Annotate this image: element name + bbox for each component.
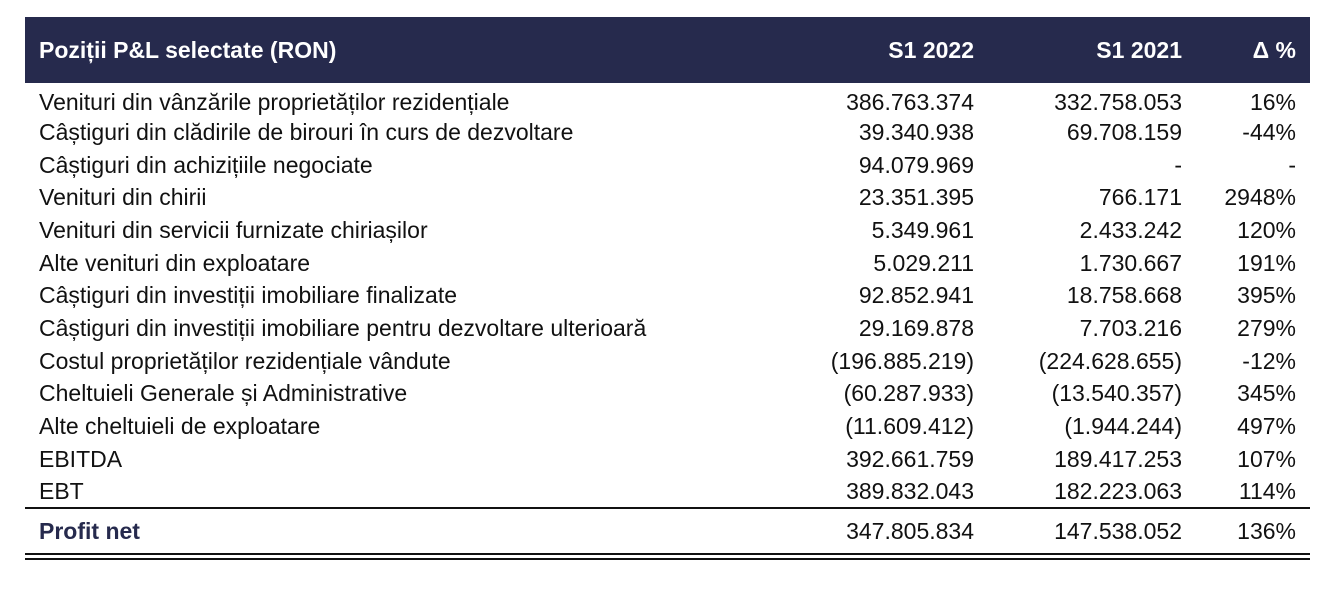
row-s1-2022: 386.763.374 bbox=[846, 89, 974, 115]
row-s1-2021: 189.417.253 bbox=[1054, 445, 1182, 472]
row-label: Câștiguri din investiții imobiliare finalizate bbox=[39, 282, 458, 309]
row-s1-2022: 392.661.759 bbox=[846, 445, 974, 472]
row-label: Cheltuieli Generale și Administrative bbox=[39, 380, 408, 407]
row-s1-2021: (13.540.357) bbox=[1051, 380, 1182, 407]
table-row bbox=[25, 443, 1310, 476]
row-label: Costul proprietăților rezidențiale vândute bbox=[39, 347, 451, 374]
row-delta: 16% bbox=[1249, 89, 1296, 115]
row-delta: -44% bbox=[1242, 118, 1296, 145]
row-s1-2021: 1.730.667 bbox=[1079, 249, 1182, 276]
row-delta: 114% bbox=[1238, 477, 1296, 504]
table-row bbox=[25, 247, 1310, 280]
row-s1-2022: 389.832.043 bbox=[846, 477, 974, 504]
row-s1-2022: (11.609.412) bbox=[845, 413, 974, 440]
row-s1-2022: 92.852.941 bbox=[858, 282, 974, 309]
row-delta: 497% bbox=[1237, 413, 1296, 440]
row-label: Câștiguri din achizițiile negociate bbox=[39, 151, 373, 178]
table-row bbox=[25, 476, 1310, 509]
row-s1-2021: 766.171 bbox=[1098, 184, 1182, 211]
table-row bbox=[25, 378, 1310, 411]
pl-table bbox=[25, 17, 1310, 552]
row-s1-2021: 7.703.216 bbox=[1079, 314, 1182, 341]
header-label: Poziții P&L selectate (RON) bbox=[39, 36, 337, 63]
row-s1-2022: (60.287.933) bbox=[843, 380, 974, 407]
row-delta: 279% bbox=[1237, 314, 1296, 341]
table-row bbox=[25, 181, 1310, 214]
header-delta: Δ % bbox=[1252, 36, 1296, 63]
row-s1-2022: 5.029.211 bbox=[873, 249, 974, 276]
header-row bbox=[25, 17, 1310, 83]
table-row bbox=[25, 312, 1310, 345]
table-row bbox=[25, 83, 1310, 116]
table-row bbox=[25, 345, 1310, 378]
table-row bbox=[25, 279, 1310, 312]
row-s1-2022: 29.169.878 bbox=[858, 314, 974, 341]
total-s1-2022: 347.805.834 bbox=[790, 508, 990, 552]
row-label: EBITDA bbox=[39, 445, 123, 472]
table-row bbox=[25, 214, 1310, 247]
row-label: Venituri din servicii furnizate chiriașilor bbox=[39, 216, 428, 243]
row-s1-2022: (196.885.219) bbox=[830, 347, 974, 374]
row-delta: 345% bbox=[1237, 380, 1296, 407]
row-s1-2021: 332.758.053 bbox=[1054, 89, 1182, 115]
total-delta: 136% bbox=[1198, 508, 1310, 552]
row-s1-2021: 182.223.063 bbox=[1054, 477, 1182, 504]
table-row bbox=[25, 149, 1310, 182]
double-bottom-rule bbox=[25, 553, 1310, 560]
table-body bbox=[25, 83, 1310, 552]
row-label: Câștiguri din clădirile de birouri în curs de dezvoltare bbox=[39, 118, 574, 145]
header-s1-2021: S1 2021 bbox=[1096, 36, 1182, 63]
table-row bbox=[25, 116, 1310, 149]
total-row bbox=[25, 508, 1310, 552]
row-s1-2021: 18.758.668 bbox=[1066, 282, 1182, 309]
row-label: Venituri din chirii bbox=[39, 184, 207, 211]
row-s1-2021: - bbox=[1174, 151, 1182, 178]
row-delta: 120% bbox=[1237, 216, 1296, 243]
table-row bbox=[25, 410, 1310, 443]
row-delta: - bbox=[1288, 151, 1296, 178]
total-label: Profit net bbox=[25, 508, 790, 552]
row-s1-2021: 69.708.159 bbox=[1066, 118, 1182, 145]
header-s1-2022: S1 2022 bbox=[888, 36, 974, 63]
row-s1-2021: 2.433.242 bbox=[1079, 216, 1182, 243]
row-delta: 107% bbox=[1237, 445, 1296, 472]
row-label: Alte venituri din exploatare bbox=[39, 249, 311, 276]
row-label: EBT bbox=[39, 477, 84, 504]
row-label: Venituri din vânzările proprietăților rezidențiale bbox=[39, 89, 510, 115]
row-s1-2021: (1.944.244) bbox=[1064, 413, 1182, 440]
row-delta: -12% bbox=[1242, 347, 1296, 374]
row-s1-2021: (224.628.655) bbox=[1038, 347, 1182, 374]
row-s1-2022: 39.340.938 bbox=[858, 118, 974, 145]
row-s1-2022: 23.351.395 bbox=[858, 184, 974, 211]
total-s1-2021: 147.538.052 bbox=[990, 508, 1198, 552]
row-label: Alte cheltuieli de exploatare bbox=[39, 413, 321, 440]
table-header bbox=[25, 17, 1310, 83]
row-delta: 2948% bbox=[1224, 184, 1296, 211]
row-label: Câștiguri din investiții imobiliare pentru dezvoltare ulterioară bbox=[39, 314, 647, 341]
row-s1-2022: 94.079.969 bbox=[858, 151, 974, 178]
row-delta: 191% bbox=[1237, 249, 1296, 276]
row-delta: 395% bbox=[1237, 282, 1296, 309]
row-s1-2022: 5.349.961 bbox=[871, 216, 974, 243]
